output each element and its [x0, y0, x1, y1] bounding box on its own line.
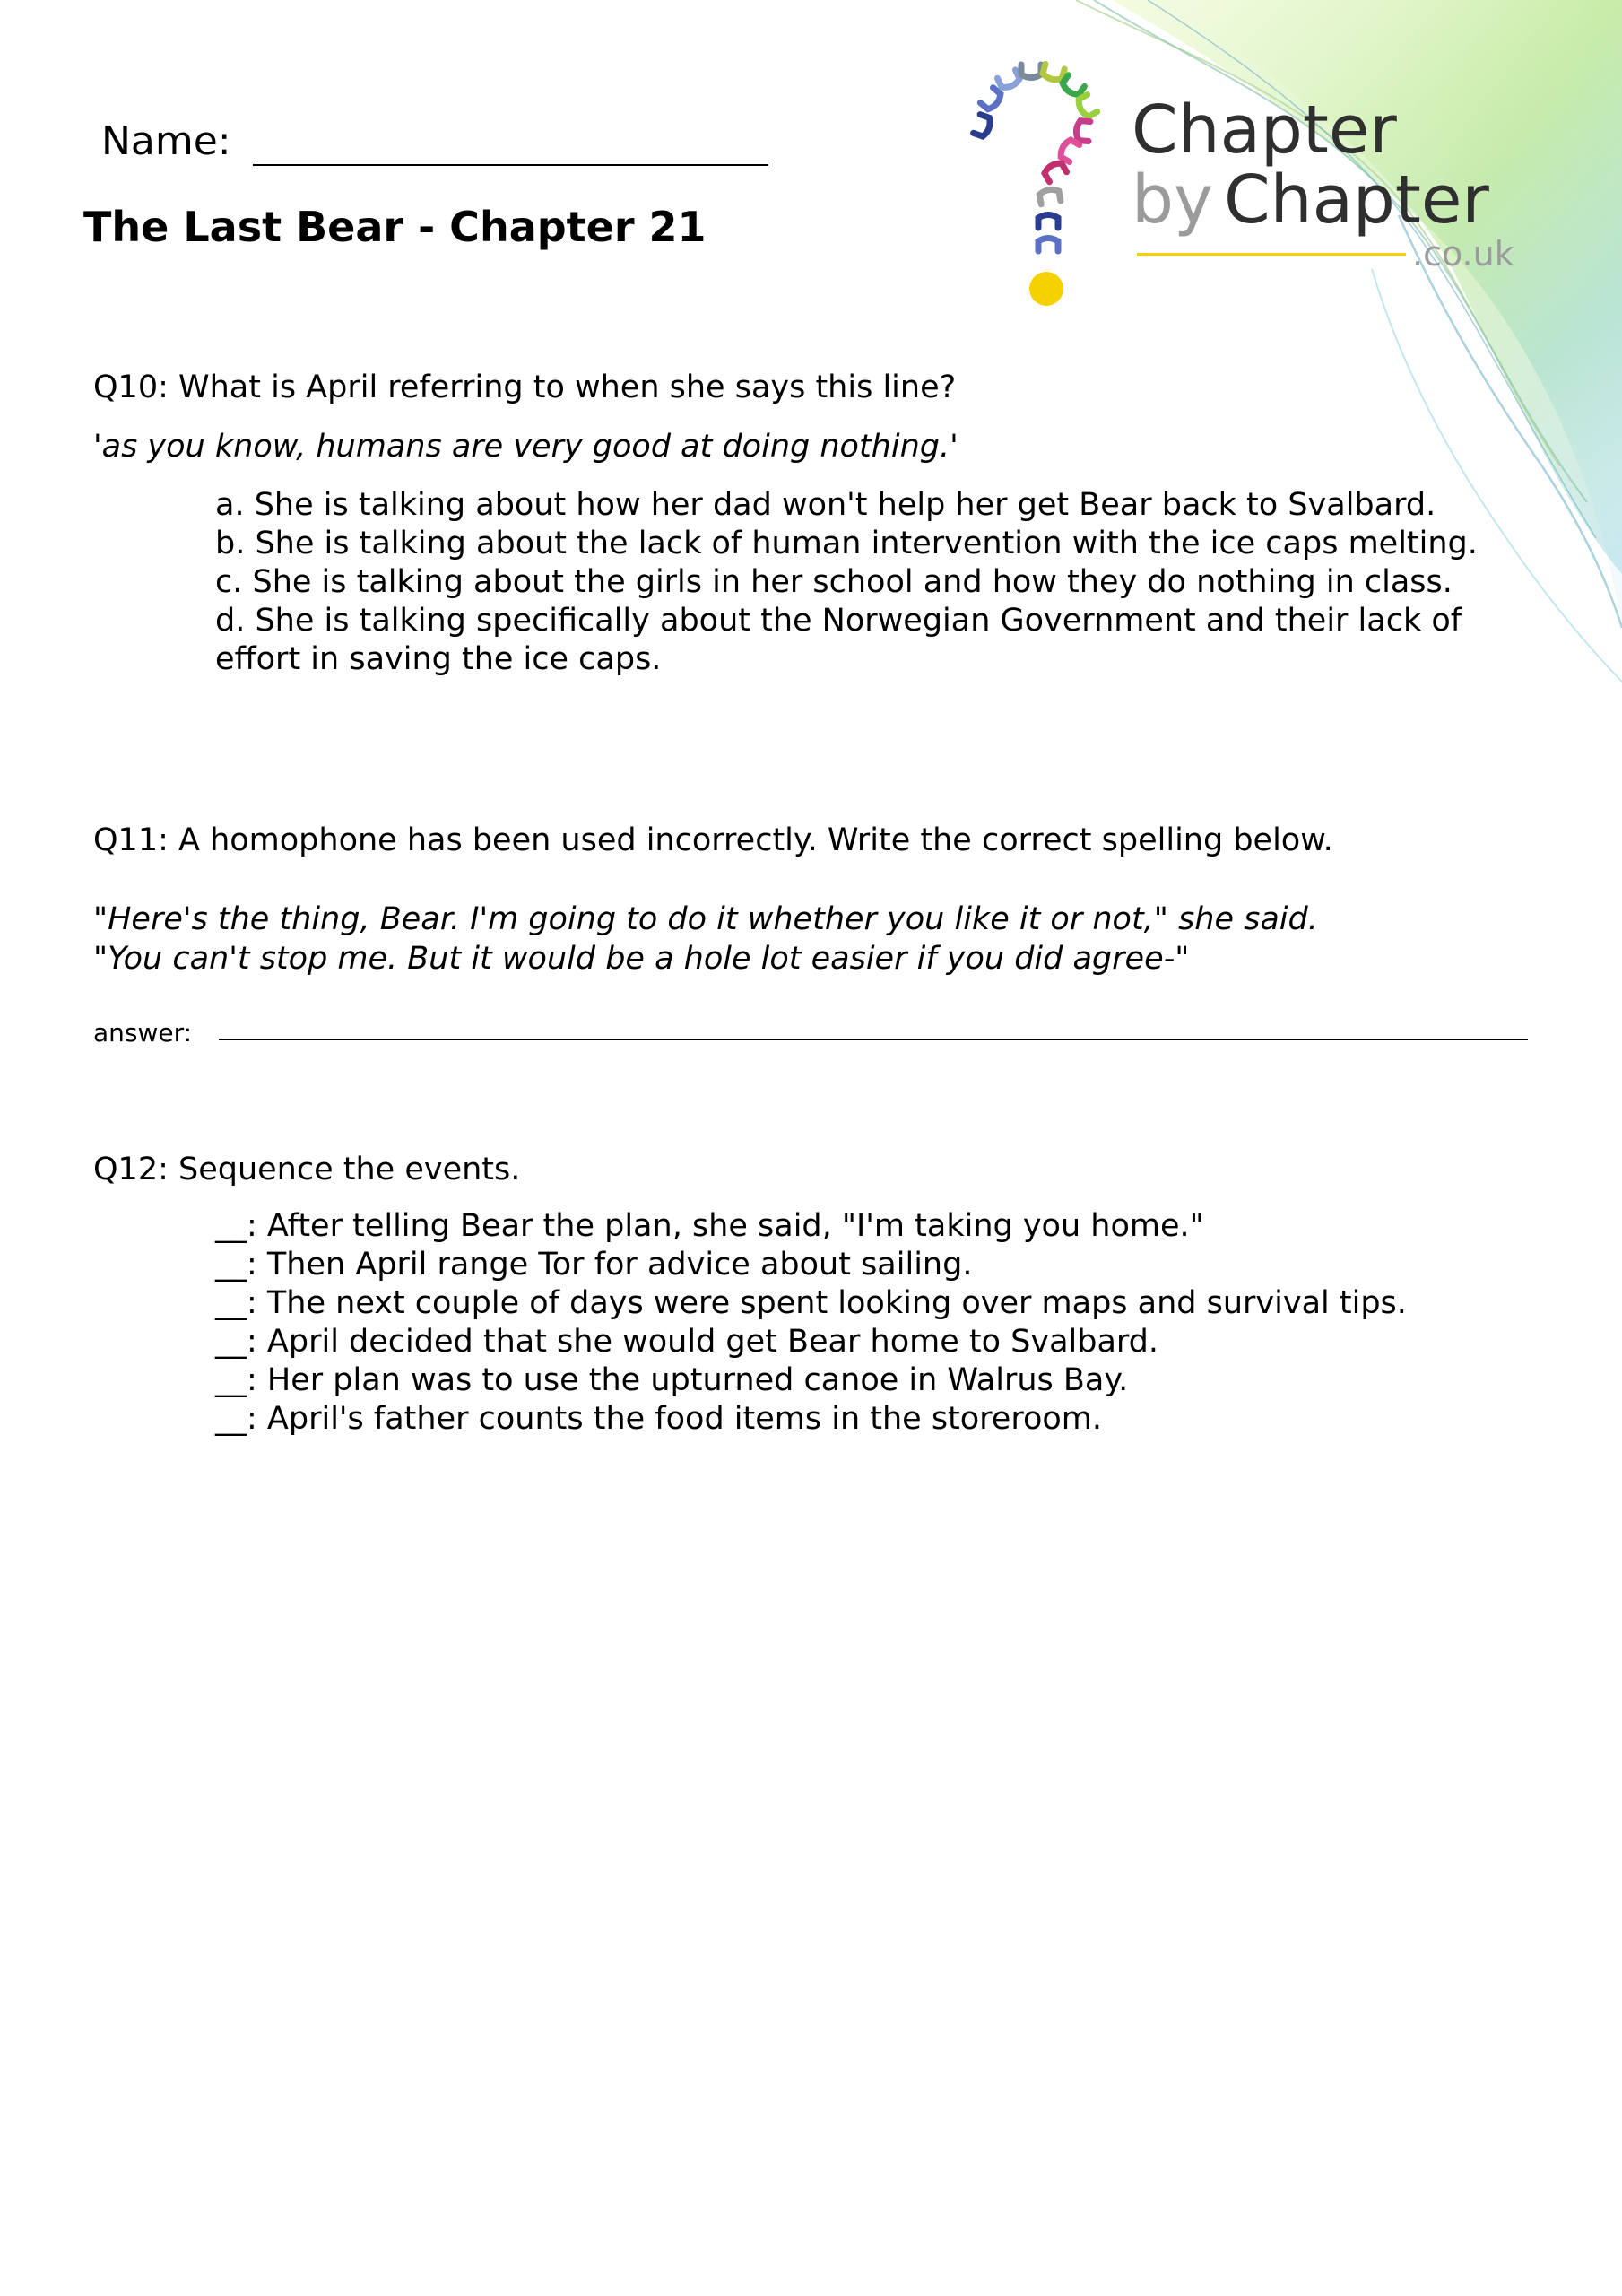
logo-arc-5: [1061, 75, 1084, 97]
q11-quote-line-1: "Here's the thing, Bear. I'm going to do it whether you like it or not," she said.: [93, 901, 1318, 937]
q10-option-c[interactable]: c. She is talking about the girls in her school and how they do nothing in class.: [215, 564, 1453, 600]
q12-event-3[interactable]: __: The next couple of days were spent looking over maps and survival tips.: [215, 1285, 1407, 1321]
logo-arc-8: [1058, 138, 1080, 161]
chapter-by-chapter-logo-icon: [964, 54, 1125, 314]
logo-arc-7: [1076, 120, 1090, 141]
q12-event-4[interactable]: __: April decided that she would get Bear home to Svalbard.: [215, 1324, 1159, 1360]
q10-option-b[interactable]: b. She is talking about the lack of human intervention with the ice caps melting.: [215, 526, 1478, 561]
q10-option-d[interactable]: d. She is talking specifically about the Norwegian Government and their lack of effort in saving the ice caps.: [215, 603, 1462, 677]
q12-event-5[interactable]: __: Her plan was to use the upturned canoe in Walrus Bay.: [215, 1362, 1129, 1398]
logo-arc-9: [1043, 161, 1066, 182]
q12-event-2[interactable]: __: Then April range Tor for advice about sailing.: [215, 1247, 973, 1283]
answer-label: answer:: [93, 1018, 193, 1048]
q11-question: Q11: A homophone has been used incorrectly. Write the correct spelling below.: [93, 822, 1333, 858]
logo-arc-4: [1042, 64, 1064, 82]
logo-arc-0: [974, 115, 993, 138]
logo-domain-text: .co.uk: [1412, 234, 1514, 274]
q10-quote: 'as you know, humans are very good at doing nothing.': [93, 429, 958, 465]
logo-arc-2: [997, 70, 1020, 90]
q10-option-a[interactable]: a. She is talking about how her dad won't help her get Bear back to Svalbard.: [215, 487, 1436, 523]
logo-arc-10: [1039, 188, 1061, 204]
logo-arc-12: [1038, 239, 1058, 252]
q10-question: Q10: What is April referring to when she says this line?: [93, 370, 957, 405]
logo-arc-11: [1038, 215, 1058, 229]
logo-by-text: by: [1132, 161, 1213, 239]
name-input-line[interactable]: [253, 164, 768, 166]
q12-question: Q12: Sequence the events.: [93, 1152, 521, 1187]
answer-input-line[interactable]: [219, 1039, 1528, 1040]
name-label: Name:: [101, 118, 231, 164]
worksheet-title: The Last Bear - Chapter 21: [83, 203, 707, 251]
logo-arc-1: [980, 88, 1002, 111]
q12-event-6[interactable]: __: April's father counts the food items in the storeroom.: [215, 1401, 1103, 1437]
logo-chapter-text-2: Chapter: [1224, 161, 1489, 239]
q10-options: [215, 486, 1524, 679]
logo-arc-3: [1021, 65, 1041, 78]
q11-quote-line-2: "You can't stop me. But it would be a hole lot easier if you did agree-": [93, 941, 1190, 977]
q12-event-1[interactable]: __: After telling Bear the plan, she said, "I'm taking you home.": [215, 1208, 1204, 1244]
logo-underline: [1137, 253, 1406, 256]
logo-arc-6: [1076, 94, 1097, 117]
q12-events-list: [215, 1207, 1524, 1439]
logo-chapter-text: Chapter: [1132, 91, 1397, 169]
